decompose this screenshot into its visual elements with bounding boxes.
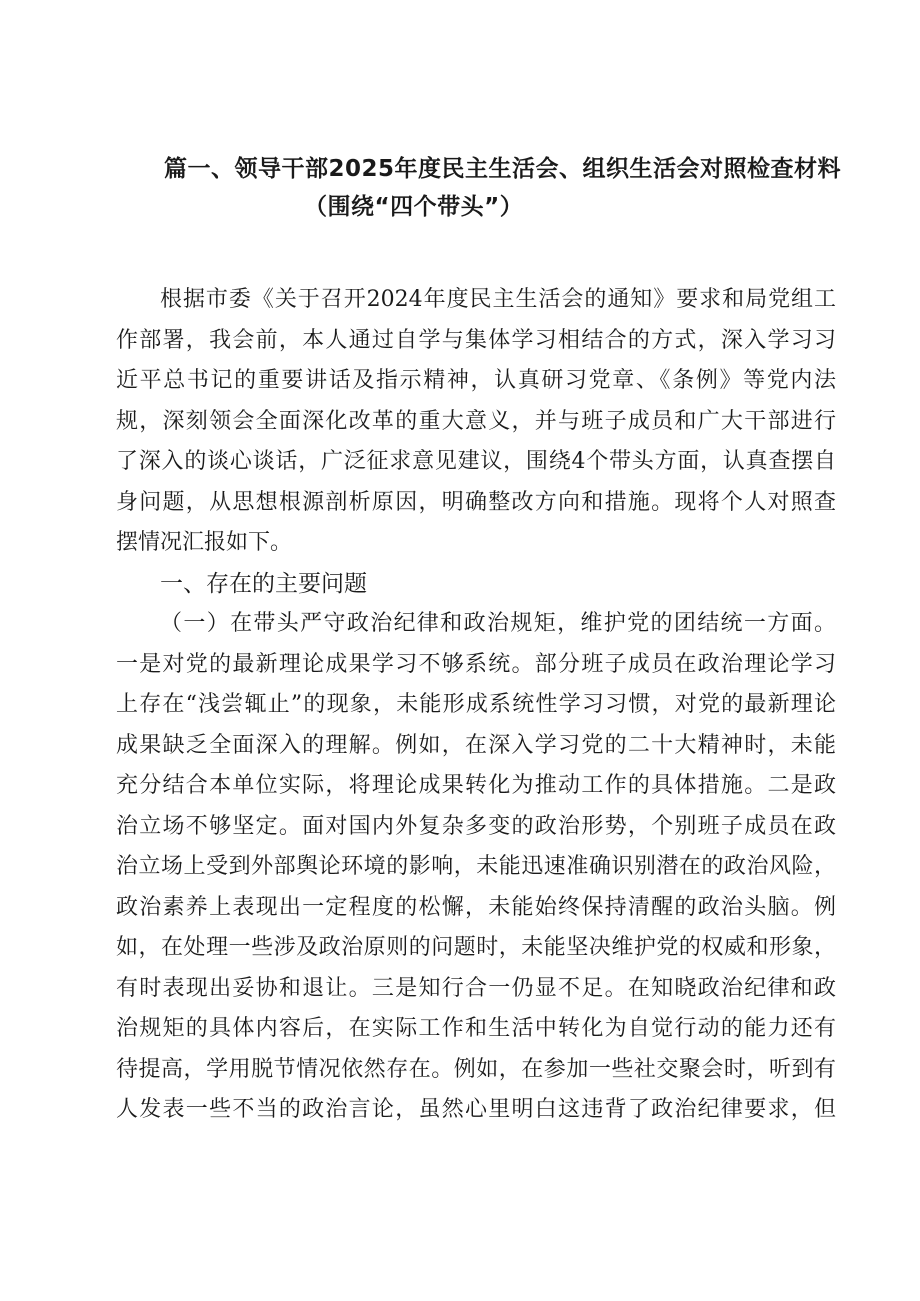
- section-heading: 一、存在的主要问题: [160, 570, 367, 597]
- section-line: 治规矩的具体内容后，在实际工作和生活中转化为自觉行动的能力还有: [116, 1016, 836, 1041]
- section-line: 一是对党的最新理论成果学习不够系统。部分班子成员在政治理论学习: [116, 651, 836, 677]
- intro-line: 规，深刻领会全面深化改革的重大意义，并与班子成员和广大干部进行: [116, 408, 836, 434]
- document-title: [150, 150, 850, 226]
- section-line: （一）在带头严守政治纪律和政治规矩，维护党的团结统一方面。: [160, 611, 836, 636]
- section-line: 治立场上受到外部舆论环境的影响，未能迅速准确识别潜在的政治风险，: [116, 854, 836, 879]
- section-line: 政治素养上表现出一定程度的松懈，未能始终保持清醒的政治头脑。例: [116, 894, 836, 920]
- intro-line: 作部署，我会前，本人通过自学与集体学习相结合的方式，深入学习习: [116, 327, 836, 353]
- intro-line: 身问题，从思想根源剖析原因，明确整改方向和措施。现将个人对照查: [116, 489, 836, 515]
- intro-line: 了深入的谈心谈话，广泛征求意见建议，围绕4个带头方面，认真查摆自: [116, 449, 836, 474]
- intro-line: 根据市委《关于召开2024年度民主生活会的通知》要求和局党组工: [160, 287, 836, 312]
- intro-line: 近平总书记的重要讲话及指示精神，认真研习党章、《条例》等党内法: [116, 368, 836, 393]
- intro-line: 摆情况汇报如下。: [116, 530, 293, 555]
- section-line: 人发表一些不当的政治言论，虽然心里明白这违背了政治纪律要求，但: [116, 1097, 836, 1122]
- section-line: 如，在处理一些涉及政治原则的问题时，未能坚决维护党的权威和形象，: [116, 935, 836, 960]
- section-line: 上存在“浅尝辄止”的现象，未能形成系统性学习习惯，对党的最新理论: [116, 692, 836, 717]
- section-paragraph: [116, 604, 836, 1131]
- section-line: 待提高，学用脱节情况依然存在。例如，在参加一些社交聚会时，听到有: [116, 1056, 836, 1082]
- section-line: 治立场不够坚定。面对国内外复杂多变的政治形势，个别班子成员在政: [116, 813, 836, 839]
- section-line: 成果缺乏全面深入的理解。例如，在深入学习党的二十大精神时，未能: [116, 732, 836, 758]
- title-line-1: 篇一、领导干部2025年度民主生活会、组织生活会对照检查材料: [164, 156, 842, 182]
- document-body: [116, 280, 836, 1131]
- section-line: 充分结合本单位实际，将理论成果转化为推动工作的具体措施。二是政: [116, 773, 836, 798]
- intro-paragraph: [116, 280, 836, 564]
- section-line: 有时表现出妥协和退让。三是知行合一仍显不足。在知晓政治纪律和政: [116, 975, 836, 1001]
- title-line-2: （围绕“四个带头”）: [304, 194, 524, 220]
